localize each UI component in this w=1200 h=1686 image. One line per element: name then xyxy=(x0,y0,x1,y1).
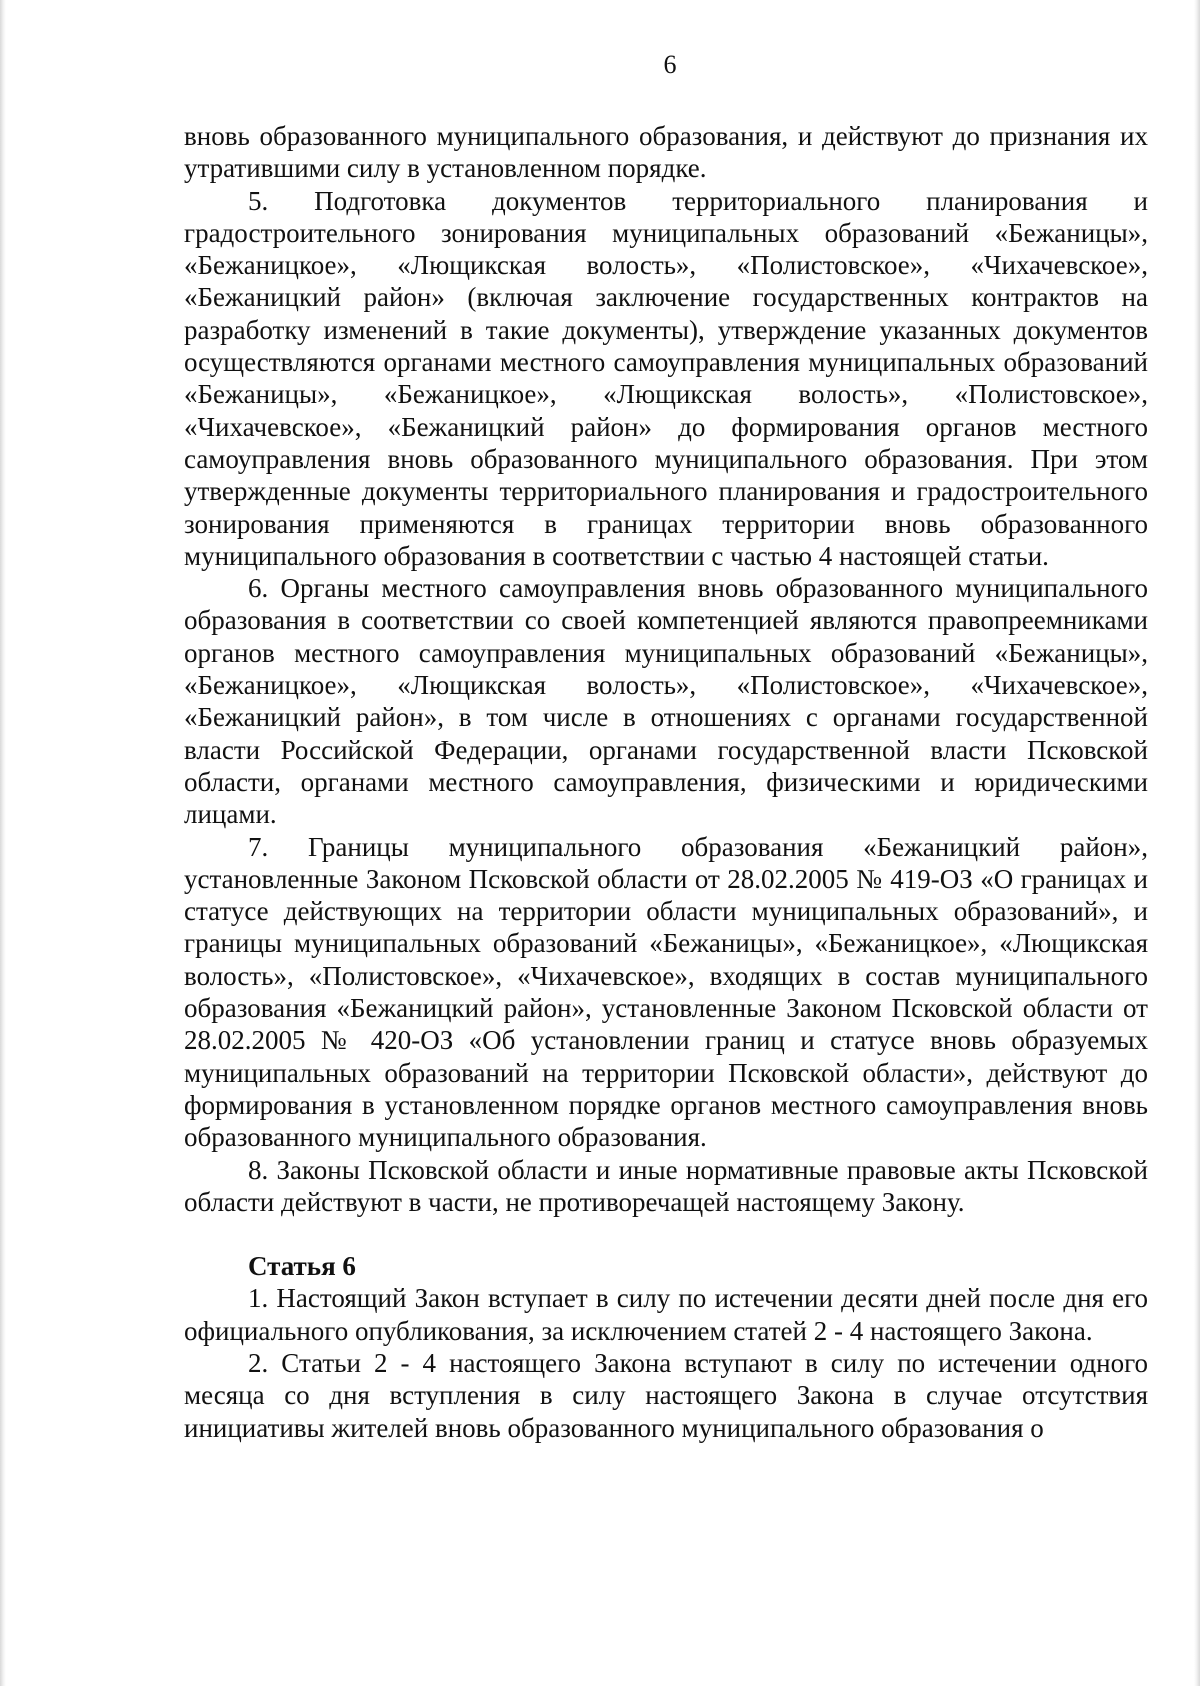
article-heading: Статья 6 xyxy=(248,1251,356,1282)
document-body xyxy=(184,120,1148,1444)
paragraph-item-5: 5. Подготовка документов территориального планирования и градостроительного зонирования муниципальных образований «Бежаницы», «Бежаницкое», «Лющикская волость», «Полистовское», «Чихачевское», «Бежаницкий район» (включая заключение государственных контрактов на разработку изменений в такие документы), утверждение указанных документов осуществляются органами местного самоуправления муниципальных образований «Бежаницы», «Бежаницкое», «Лющикская волость», «Полистовское», «Чихачевское», «Бежаницкий район» до формирования органов местного самоуправления вновь образованного муниципального образования. При этом утвержденные документы территориального планирования и градостроительного зонирования применяются в границах территории вновь образованного муниципального образования в соответствии с частью 4 настоящей статьи. xyxy=(184,185,1148,571)
paragraph-item-6: 6. Органы местного самоуправления вновь образованного муниципального образования в соответствии со своей компетенцией являются правопреемниками органов местного самоуправления муниципальных образований «Бежаницы», «Бежаницкое», «Лющикская волость», «Полистовское», «Чихачевское», «Бежаницкий район», в том числе в отношениях с органами государственной власти Российской Федерации, органами государственной власти Псковской области, органами местного самоуправления, физическими и юридическими лицами. xyxy=(184,573,1148,830)
page-number: 6 xyxy=(663,50,677,79)
article-paragraph-1: 1. Настоящий Закон вступает в силу по истечении десяти дней после дня его официального опубликования, за исключением статей 2 - 4 настоящего Закона. xyxy=(184,1283,1148,1346)
scan-edge-left xyxy=(0,0,6,1686)
paragraph-item-7: 7. Границы муниципального образования «Бежаницкий район», установленные Законом Псковской области от 28.02.2005 № 419-ОЗ «О границах и статусе действующих на территории области муниципальных образований», и границы муниципальных образований «Бежаницы», «Бежаницкое», «Лющикская волость», «Полистовское», «Чихачевское», входящих в состав муниципального образования «Бежаницкий район», установленные Законом Псковской области от 28.02.2005 № 420-ОЗ «Об установлении границ и статусе вновь образуемых муниципальных образований на территории Псковской области», действуют до формирования в установленном порядке органов местного самоуправления вновь образованного муниципального образования. xyxy=(184,831,1148,1153)
paragraph-item-8: 8. Законы Псковской области и иные нормативные правовые акты Псковской области действуют в части, не противоречащей настоящему Закону. xyxy=(184,1154,1148,1217)
scan-edge-right xyxy=(1194,0,1200,1686)
article-paragraph-2: 2. Статьи 2 - 4 настоящего Закона вступают в силу по истечении одного месяца со дня вступления в силу настоящего Закона в случае отсутствия инициативы жителей вновь образованного муниципального образования о xyxy=(184,1347,1148,1443)
paragraph-continuation: вновь образованного муниципального образования, и действуют до признания их утратившими силу в установленном порядке. xyxy=(184,121,1148,184)
section-spacer xyxy=(184,1218,1148,1250)
